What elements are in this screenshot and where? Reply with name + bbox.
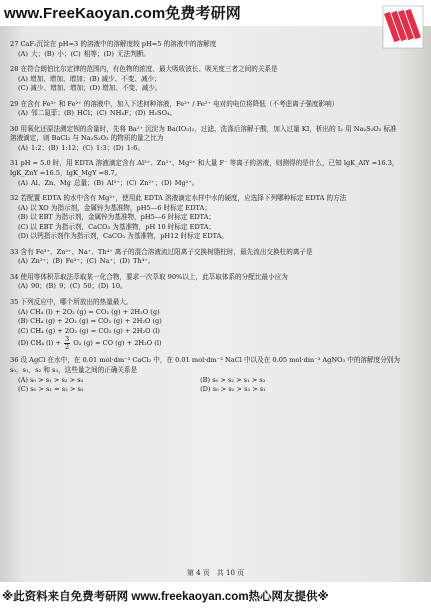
questions-area [10, 40, 400, 401]
fraction-numerator: 3 [65, 335, 70, 344]
question-stem: 28 在符合朗伯比尔定律的范围内，有色物的浓度、最大吸收波长、吸光度三者之间的关系是 [10, 65, 278, 74]
question-stem: 35 下列反应中，哪个所放出的热量最大。 [10, 298, 133, 307]
question-option: (C) 以 EBT 为指示剂，CaCO₃ 为基准物，pH 10 时标定 EDTA； [18, 222, 216, 231]
question-options: (A) 90；(B) 9；(C) 50；(D) 10。 [18, 282, 127, 291]
question-option: (D) s₀ > s₂ > s₃ > s₁ [200, 385, 266, 394]
question-option-row [10, 376, 400, 386]
question-option: (C) CH₄ (g) + 2O₂ (g) = CO₂ (g) + 2H₂O (l) [18, 326, 160, 335]
question-option: (A) 增加、增加、增加；(B) 减少、不变、减少； [18, 74, 161, 83]
site-title[interactable]: www.FreeKaoyan.com免费考研网 [4, 5, 241, 22]
question-options: (A) 大；(B) 小；(C) 相等；(D) 无法判断。 [18, 49, 151, 58]
question-stem: 29 在含有 Fe³⁺ 和 Fe²⁺ 的溶液中，加入下述何种溶液，Fe³⁺ / Fe²⁺ 电对的电位将降低（不考虑离子强度影响） [10, 99, 339, 108]
question-option: (C) 减少、增加、增加；(D) 增加、不变、减少。 [18, 84, 162, 93]
question-options: (A) 邻二氮菲；(B) HCl；(C) NH₄F；(D) H₂SO₄。 [18, 109, 177, 118]
question-option: (B) CH₄ (g) + 2O₂ (g) = CO₂ (g) + 2H₂O (g) [18, 317, 162, 326]
question-stem: 27 CaF₂沉淀在 pH=3 的溶液中的溶解度较 pH=5 的溶液中的溶解度 [10, 40, 217, 48]
question-36 [10, 356, 400, 394]
question-stem: 33 含有 Fe³⁺、Zn²⁺、Na⁺、Th⁴⁺ 离子的混合溶液流过阳离子交换树脂柱时，最先流出交换柱的离子是 [10, 247, 313, 256]
question-stem: 31 pH = 5.0 时，用 EDTA 溶液滴定含有 Al³⁺、Zn²⁺、Mg²⁺ 和大量 F⁻ 等离子的溶液，则测得的是什么，已知 lgK_AlY =16.3，lgK_ZnY =16.5，lgK_MgY =8.7。 [10, 159, 399, 178]
question-options: (A) Zn²⁺；(B) Fe³⁺；(C) Na⁺；(D) Th⁴⁺。 [18, 257, 155, 266]
question-32 [10, 194, 400, 242]
fraction [64, 336, 70, 350]
site-header-banner [0, 0, 431, 26]
question-stem: 36 设 AgCl 在水中，在 0.01 mol·dm⁻³ CaCl₂ 中，在 0.01 mol·dm⁻³ NaCl 中以及在 0.05 mol·dm⁻³ AgNO₃ 中的溶解度分别为 s₀，s₁，s₂ 和 s₃，这些量之间的正确关系是 [10, 356, 400, 374]
question-35 [10, 298, 400, 350]
question-stem: 32 若配置 EDTA 的水中含有 Mg²⁺，使用此 EDTA 溶液滴定水样中水的硬度，应选择下列哪种标定 EDTA 的方法 [10, 194, 347, 203]
question-29 [10, 100, 400, 119]
question-28 [10, 65, 400, 94]
footer-banner-text[interactable]: ※此资料来自免费考研网 www.freekaoyan.com热心网友提供※ [2, 591, 329, 603]
question-options: (A) 1:2；(B) 1:12；(C) 1:3；(D) 1:6。 [18, 143, 144, 152]
question-30 [10, 125, 400, 154]
option-d-suffix: O₂ (g) = CO (g) + 2H₂O (l) [73, 339, 162, 348]
question-option: (B) 以 EBT 为指示剂，金属锌为基准物，pH5—6 时标定 EDTA； [18, 213, 216, 222]
question-27 [10, 40, 400, 59]
question-option: (A) CH₄ (l) + 2O₂ (g) = CO₂ (g) + 2H₂O (g) [18, 307, 160, 316]
question-options: (A) Al、Zn、Mg 总量；(B) Al³⁺；(C) Zn²⁺；(D) Mg²⁺。 [18, 178, 199, 187]
option-d-prefix: (D) CH₄ (l) + [18, 339, 61, 348]
question-option: (A) 以 XO 为指示剂，金属锌为基准物，pH5—6 时标定 EDTA； [18, 203, 211, 212]
question-option-d [10, 336, 400, 350]
question-option: (C) s₀ > s₁ = s₂ > s₃ [18, 385, 84, 394]
question-31 [10, 159, 400, 188]
question-option: (A) s₀ > s₁ > s₂ > s₃ [18, 375, 84, 384]
page-number: 第 4 页 共 10 页 [186, 569, 245, 577]
question-option-row [10, 385, 400, 395]
question-33 [10, 248, 400, 267]
site-footer-banner[interactable] [0, 582, 431, 609]
question-stem: 30 用氧化还原法测定钡的含量时，先将 Ba²⁺ 沉淀为 Ba(IO₃)₂，过滤、洗涤后溶解于酸，加入过量 KI，析出的 I₂ 用 Na₂S₂O₃ 标准溶液滴定，则 BaCl₂ 与 Na₂S₂O₃ 的物质的量之比为 [10, 124, 397, 143]
fraction-denominator: 2 [65, 342, 70, 351]
question-option: (D) 以钙指示剂作为指示剂，CaCO₃ 为基准物，pH12 时标定 EDTA。 [18, 232, 229, 241]
question-34 [10, 273, 400, 292]
question-stem: 34 使用等体积萃取法萃取某一化合物，要求一次萃取 90%以上，此萃取体系的分配比最小应为 [10, 272, 288, 281]
question-option: (B) s₀ > s₂ > s₁ > s₃ [200, 375, 266, 384]
